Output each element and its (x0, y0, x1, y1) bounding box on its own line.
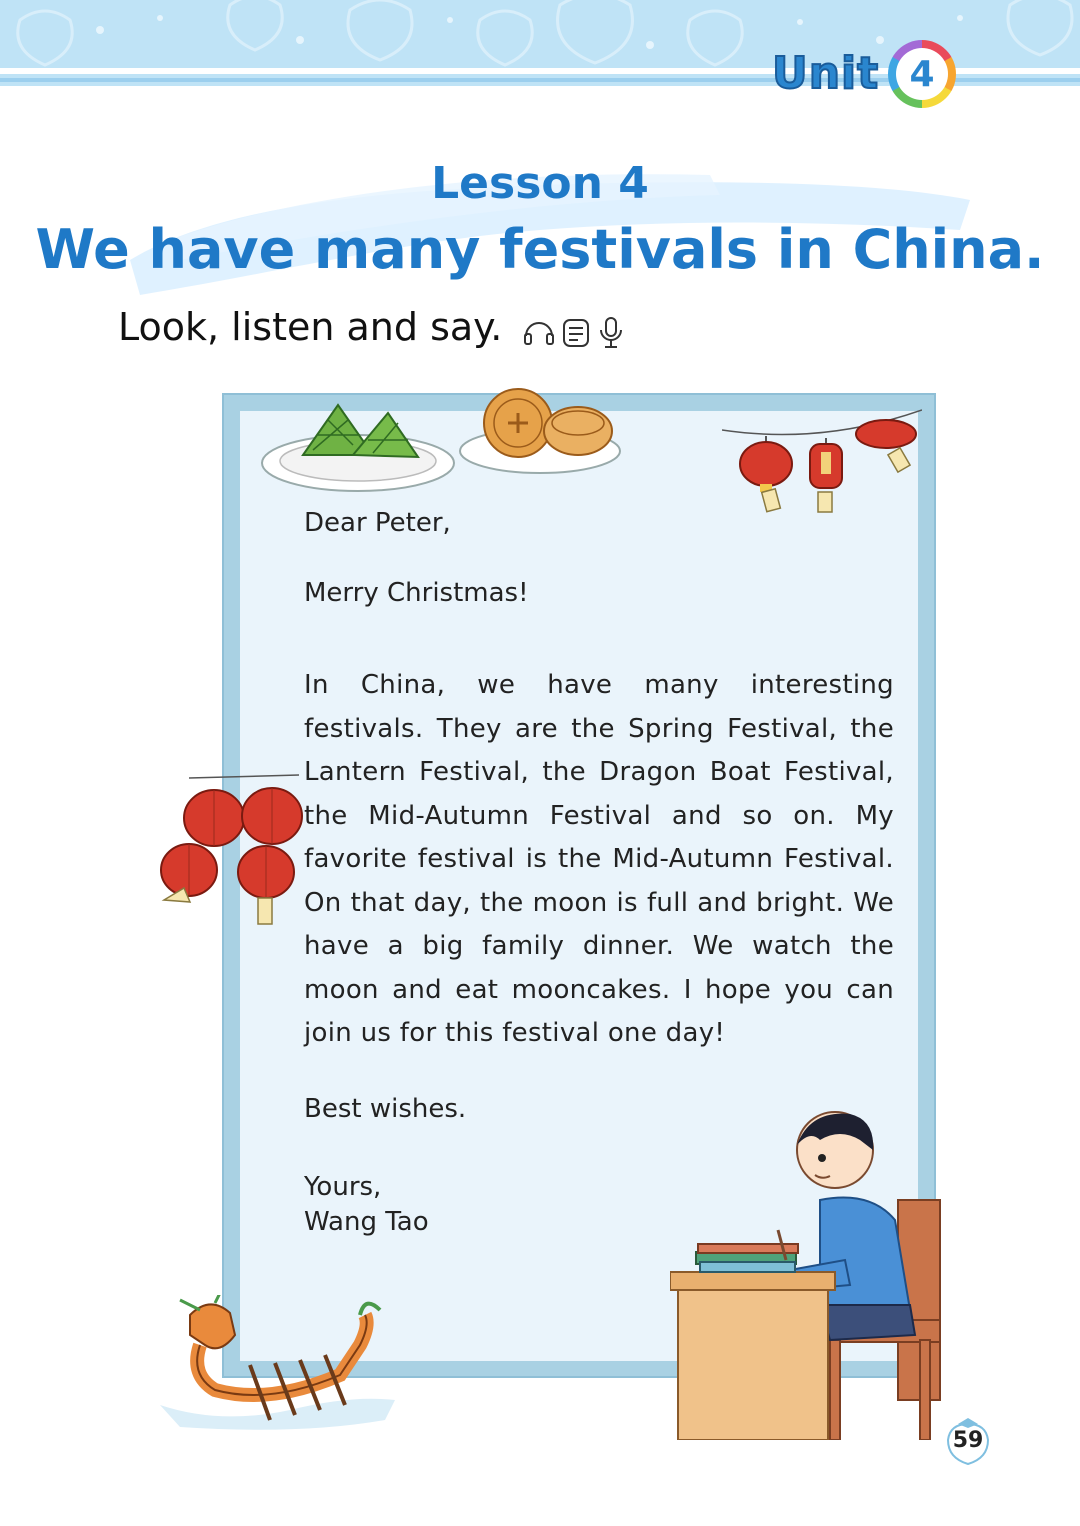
dragon-boat-illustration (160, 1295, 395, 1435)
headphones-icon[interactable] (525, 323, 553, 344)
letter-salutation: Dear Peter, (304, 508, 451, 538)
letter-signature: Wang Tao (304, 1207, 429, 1237)
unit-number: 4 (896, 48, 948, 100)
lesson-number: Lesson 4 (431, 158, 649, 209)
unit-badge (772, 40, 982, 110)
mooncake-plate-icon (458, 385, 628, 480)
lanterns-top-icon (722, 400, 922, 525)
instruction-text: Look, listen and say. (118, 305, 503, 349)
microphone-icon[interactable] (601, 318, 621, 347)
letter-greeting: Merry Christmas! (304, 578, 529, 608)
notes-icon[interactable] (564, 320, 588, 346)
zongzi-plate-icon (258, 395, 458, 495)
page-number-badge (944, 1416, 992, 1466)
lanterns-left-icon (134, 770, 309, 930)
letter-signoff: Yours, (304, 1172, 382, 1202)
lesson-title: We have many festivals in China. (35, 218, 1045, 281)
page-number: 59 (952, 1428, 984, 1453)
unit-label: Unit (772, 48, 880, 99)
letter-closing: Best wishes. (304, 1094, 467, 1124)
unit-number-badge (888, 40, 956, 108)
letter-body: In China, we have many interesting festivals. They are the Spring Festival, the Lantern Festival, the Dragon Boat Festival, the Mid-Autumn Festival and so on. My favorite festival is the Mid-Autumn Festival. On that day, the moon is full and bright. We have a big family dinner. We watch the moon and eat mooncakes. I hope you can join us for this festival one day! (304, 670, 894, 1048)
instruction-icons (522, 314, 632, 350)
boy-writing-illustration (670, 1110, 950, 1440)
